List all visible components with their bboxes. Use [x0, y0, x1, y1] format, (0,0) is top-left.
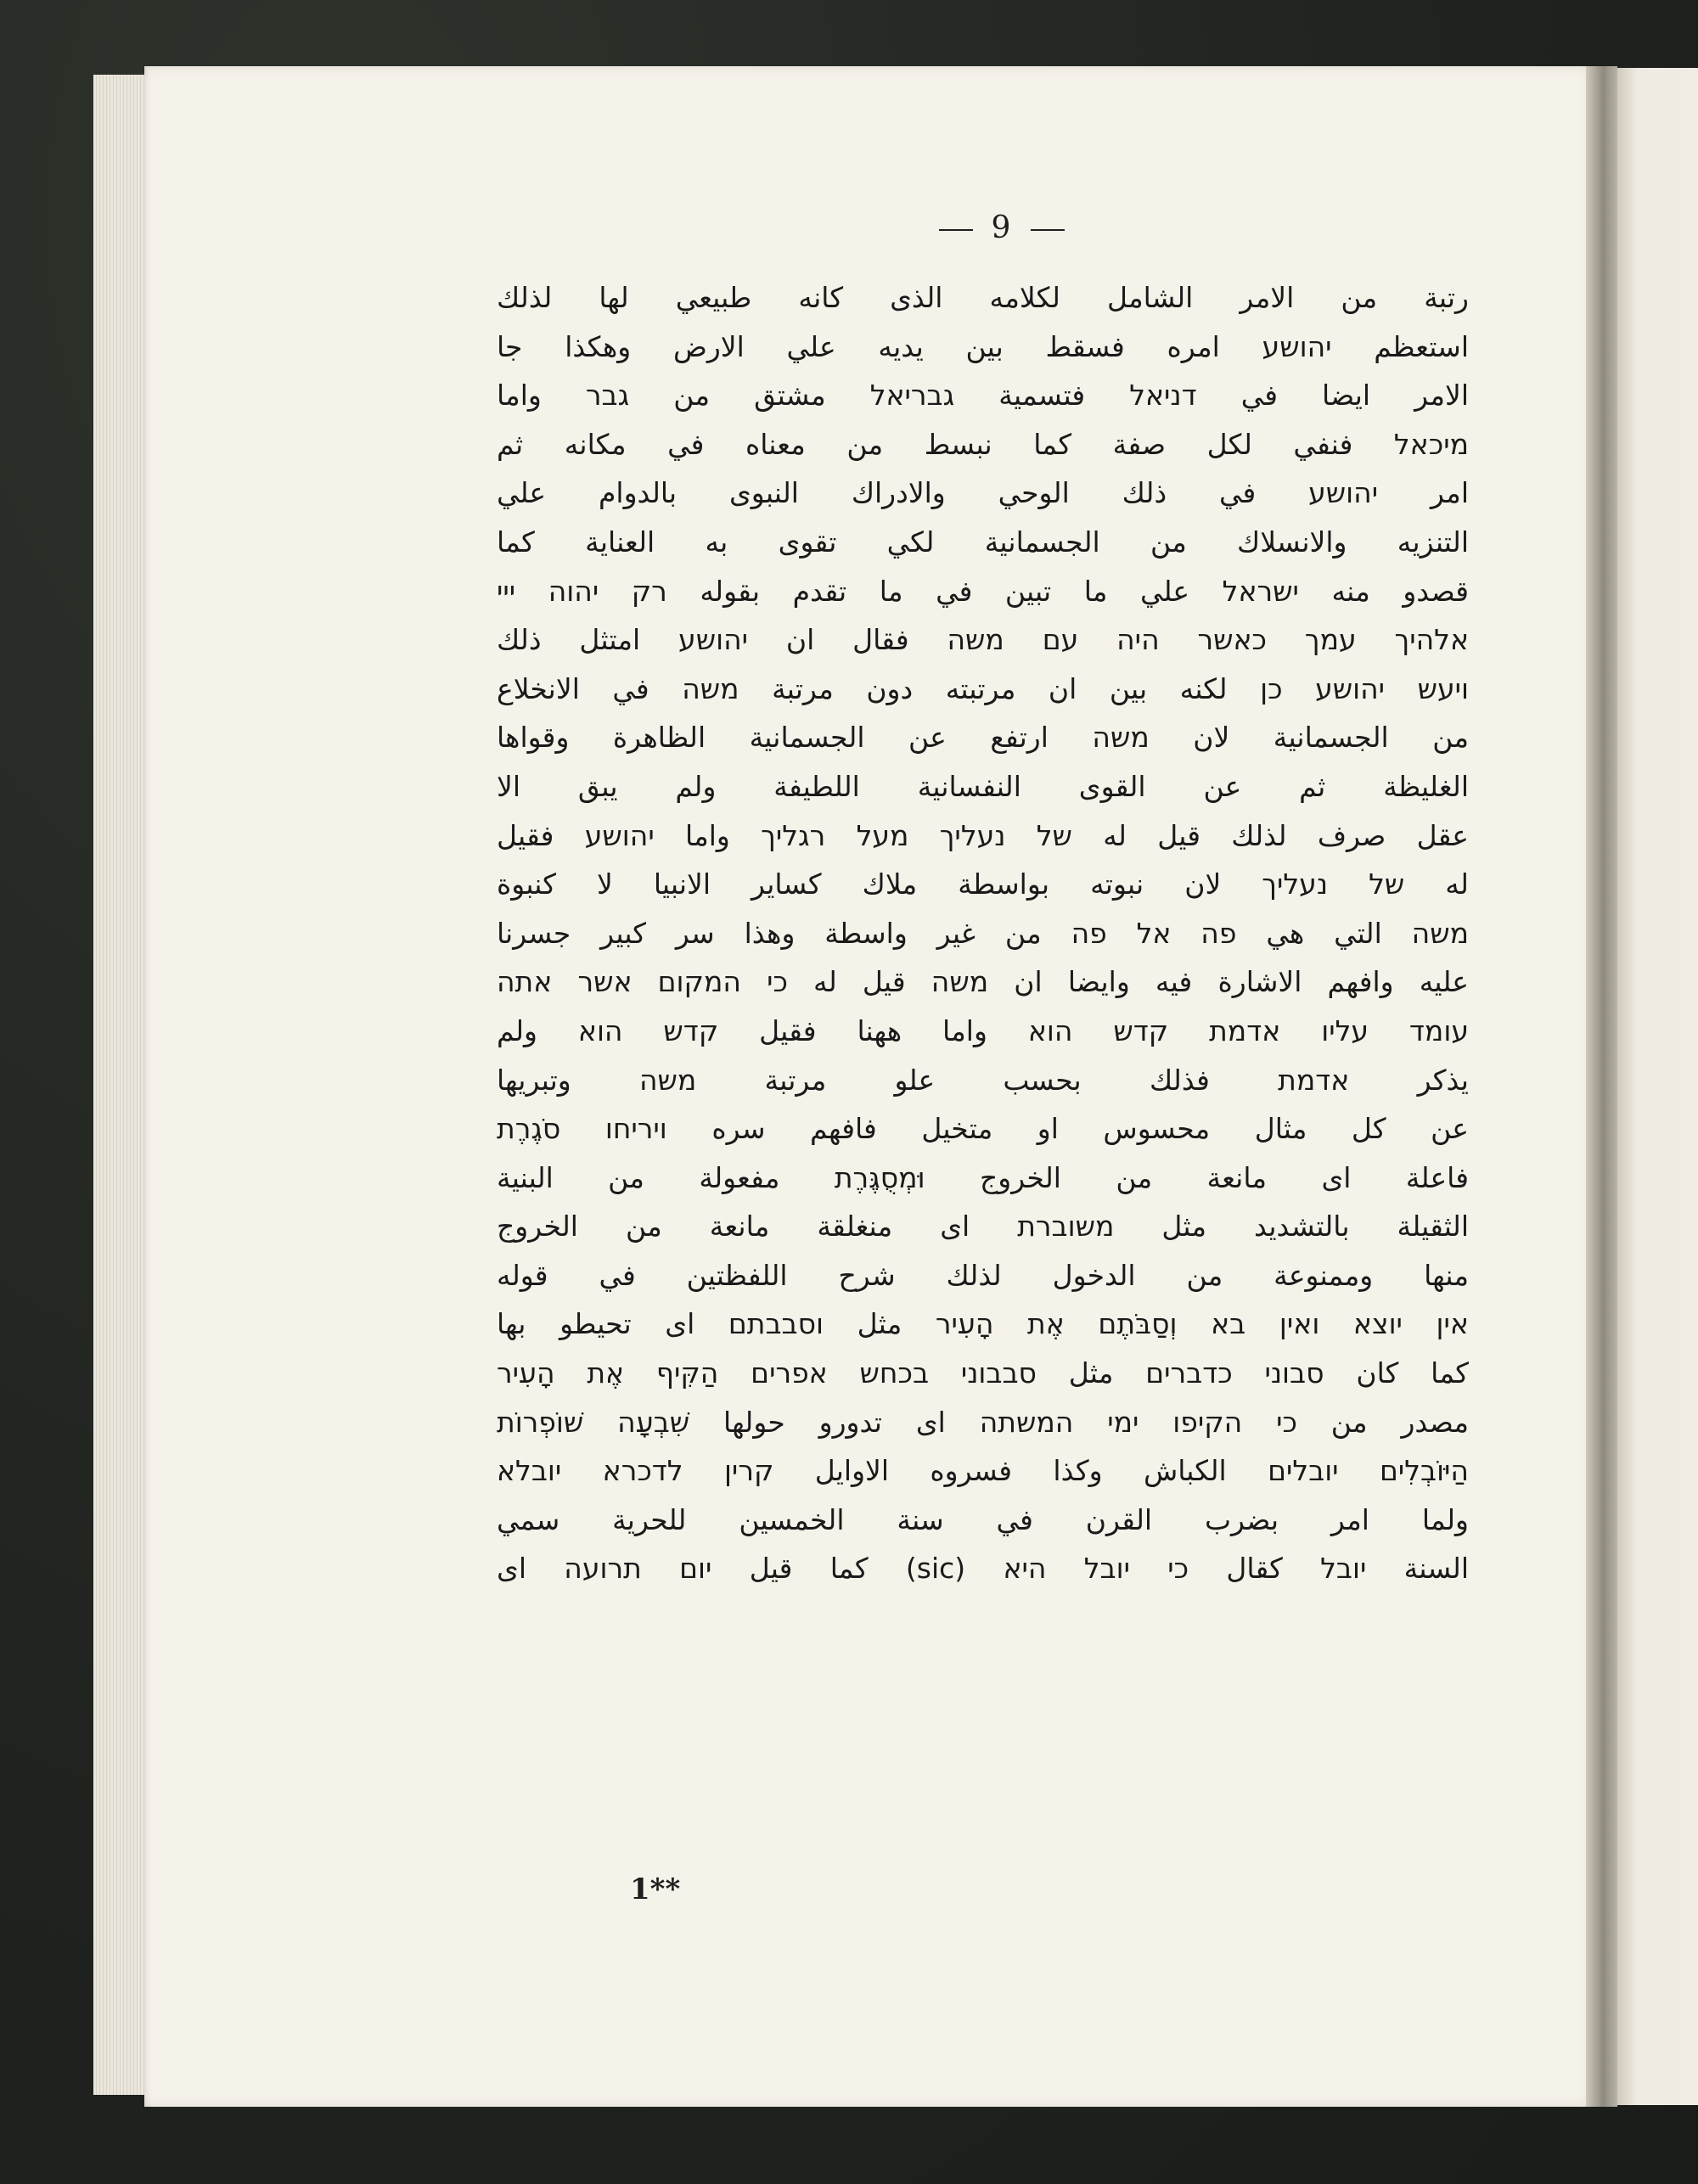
text-line: אלהיך עמך כאשר היה עם משה فقال ان יהושע امتثل ذلك — [497, 623, 1469, 657]
text-line: عقل صرف لذلك قيل له של נעליך מעל רגליך واما יהושע فقيل — [497, 818, 1469, 852]
text-line: السنة יובל كقال כי יובל היא (sic) كما قيل יום תרועה اى — [497, 1552, 1469, 1586]
text-line: מיכאל فنفي لكل صفة كما نبسط من معناه في مكانه ثم — [497, 427, 1469, 461]
book-gutter — [1586, 66, 1617, 2107]
text-line: له של נעליך لان نبوته بواسطة ملاك كساير الانبيا لا كنبوة — [497, 867, 1469, 901]
text-line: يذكر אדמת فذلك بحسب علو مرتبة משה وتبريها — [497, 1063, 1469, 1097]
text-line: امر יהושע في ذلك الوحي والادراك النبوى بالدوام علي — [497, 476, 1469, 510]
text-line: عن كل مثال محسوس او متخيل فافهم سره ויריחו סֹגֶרֶת — [497, 1112, 1469, 1146]
facing-page-edge — [1617, 68, 1698, 2105]
text-line: مصدر من כי הקיפו ימי המשתה اى تدورو حولها שִׁבְעָה שׁוֹפְרוֹת — [497, 1405, 1469, 1439]
text-line: رتبة من الامر الشامل لكلامه الذى كانه طبيعي لها لذلك — [497, 281, 1469, 314]
left-dash — [939, 229, 973, 231]
text-line: ויעש יהושע כן لكنه بين ان مرتبته دون مرتبة משה في الانخلاع — [497, 671, 1469, 705]
text-line: قصدو منه ישראל علي ما تبين في ما تقدم بقوله רק יהוה ייי — [497, 574, 1469, 608]
page-number-header — [900, 211, 1104, 245]
text-line: فاعلة اى مانعة من الخروج וּמְסֻגֶּרֶת مفعولة من البنية — [497, 1160, 1469, 1194]
printer-signature-mark: 1** — [630, 1872, 681, 1906]
text-line: من الجسمانية لان משה ارتفع عن الجسمانية الظاهرة وقواها — [497, 721, 1469, 755]
text-line: الثقيلة بالتشديد مثل משוברת اى منغلقة مانعة من الخروج — [497, 1210, 1469, 1244]
text-line: عليه وافهم الاشارة فيه وايضا ان משה قيل له כי המקום אשר אתה — [497, 965, 1469, 999]
text-line: منها وممنوعة من الدخول لذلك شرح اللفظتين في قوله — [497, 1258, 1469, 1292]
text-line: הַיּוֹבְלִים יובלים الكباش وكذا فسروه الاوايل קרין לדכרא יובלא — [497, 1454, 1469, 1488]
text-line: ولما امر بضرب القرن في سنة الخمسين للحرية سمي — [497, 1502, 1469, 1536]
text-line: التنزيه والانسلاك من الجسمانية لكي تقوى به العناية كما — [497, 525, 1469, 559]
text-line: אין יוצא ואין בא וְסַבֹּתֶם אֶת הָעִיר مثل וסבבתם اى تحيطو بها — [497, 1307, 1469, 1341]
text-line: الامر ايضا في דניאל فتسمية גבריאל مشتق من גבר واما — [497, 379, 1469, 413]
text-line: الغليظة ثم عن القوى النفسانية اللطيفة ولم يبق الا — [497, 769, 1469, 803]
text-line: استعظم יהושע امره فسقط بين يديه علي الارض وهكذا جا — [497, 329, 1469, 363]
page-number: 9 — [991, 211, 1013, 245]
text-line: משה التي هي פה אל פה من غير واسطة وهذا سر كبير جسرنا — [497, 916, 1469, 950]
right-dash — [1031, 229, 1065, 231]
text-line: עומד עליו אדמת קדש הוא واما ههنا فقيل קדש הוא ولم — [497, 1013, 1469, 1047]
body-text — [497, 273, 1469, 1593]
text-line: كما كان סבוני כדברים مثل סבבוני בכחש אפרים הַקִּיף אֶת הָעִיר — [497, 1356, 1469, 1390]
